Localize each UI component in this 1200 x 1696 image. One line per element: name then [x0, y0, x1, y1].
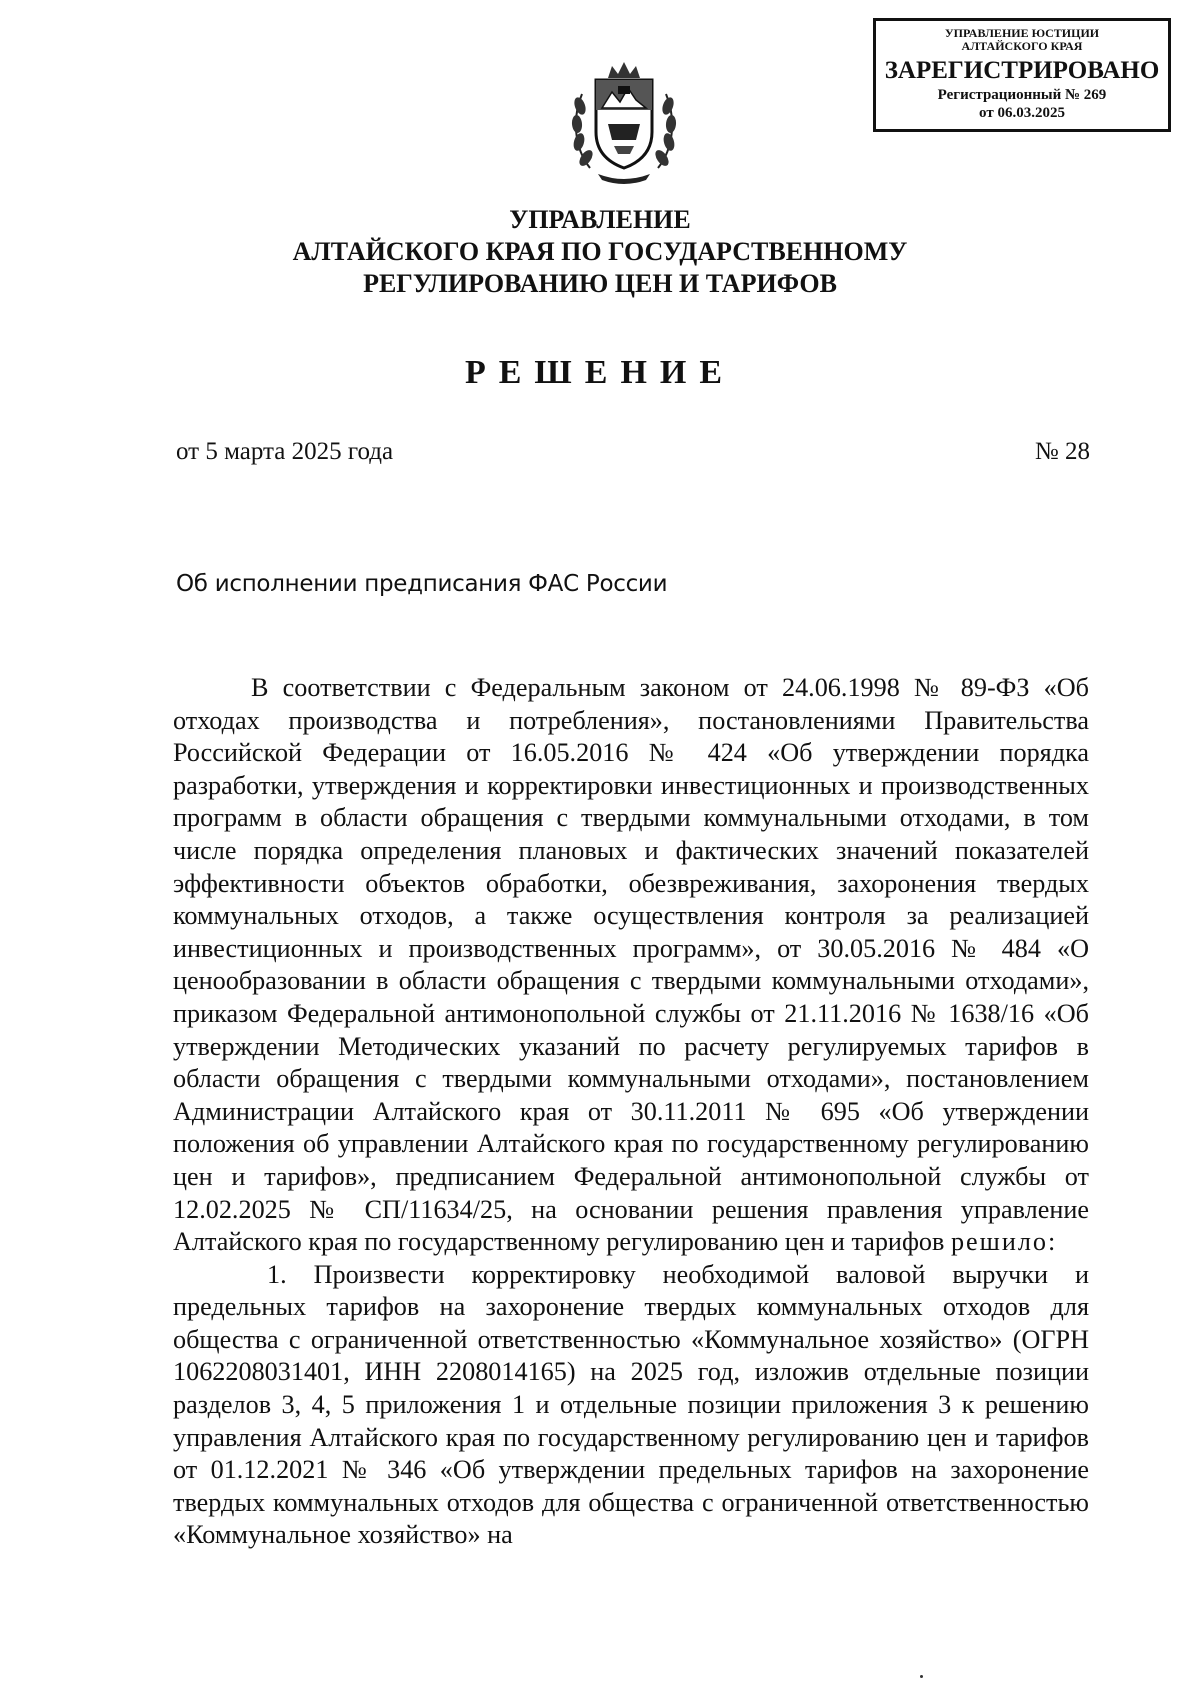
- preamble-text: В соответствии с Федеральным законом от 24.06.1998 № 89-ФЗ «Об отходах производства и потребления», постановлениями Правительства Российской Федерации от 16.05.2016 № 424 «Об утверждении порядка разработки, утверждения и корректировки инвестиционных и производственных программ в области обращения с твердыми коммунальными отходами, в том числе порядка определения плановых и фактических значений показателей эффективности объектов обработки, обезвреживания, захоронения твердых коммунальных отходов, а также осуществления контроля за реализацией инвестиционных и производственных программ», от 30.05.2016 № 484 «О ценообразовании в области обращения с твердыми коммунальными отходами», приказом Федеральной антимонопольной службы от 21.11.2016 № 1638/16 «Об утверждении Методических указаний по расчету регулируемых тарифов в области обращения с твердыми коммунальными отходами», постановлением Администрации Алтайского края от 30.11.2011 № 695 «Об утверждении положения об управлении Алтайского края по государственному регулированию цен и тарифов», предписанием Федеральной антимонопольной службы от 12.02.2025 № СП/11634/25, на основании решения правления управление Алтайского края по государственному регулированию цен и тарифов: [173, 673, 1089, 1257]
- document-number: № 28: [1034, 438, 1090, 465]
- issuing-authority: [240, 204, 960, 300]
- document-date: от 5 марта 2025 года: [176, 438, 394, 465]
- preamble-paragraph: [173, 672, 1089, 1259]
- document-body: [173, 672, 1089, 1552]
- stamp-reg-date: от 06.03.2025: [979, 105, 1065, 121]
- stamp-authority-line2: АЛТАЙСКОГО КРАЯ: [961, 39, 1083, 53]
- authority-line3: РЕГУЛИРОВАНИЮ ЦЕН И ТАРИФОВ: [363, 269, 837, 298]
- stamp-reg-number: Регистрационный № 269: [937, 87, 1107, 103]
- authority-line2: АЛТАЙСКОГО КРАЯ ПО ГОСУДАРСТВЕННОМУ: [292, 237, 908, 266]
- decided-word: решило:: [950, 1227, 1058, 1257]
- document-subject: Об исполнении предписания ФАС России: [176, 571, 668, 597]
- stamp-status: ЗАРЕГИСТРИРОВАНО: [884, 57, 1160, 84]
- document-type-title: РЕШЕНИЕ: [464, 354, 736, 391]
- stamp-authority-line1: УПРАВЛЕНИЕ ЮСТИЦИИ: [944, 26, 1100, 40]
- registration-stamp: [873, 18, 1171, 132]
- authority-line1: УПРАВЛЕНИЕ: [509, 205, 691, 234]
- coat-of-arms-emblem: [568, 58, 680, 188]
- decision-item-1: 1. Произвести корректировку необходимой валовой выручки и предельных тарифов на захоронение твердых коммунальных отходов для общества с ограниченной ответственностью «Коммунальное хозяйство» (ОГРН 1062208031401, ИНН 2208014165) на 2025 год, изложив отдельные позиции разделов 3, 4, 5 приложения 1 и отдельные позиции приложения 3 к решению управления Алтайского края по государственному регулированию цен и тарифов от 01.12.2021 № 346 «Об утверждении предельных тарифов на захоронение твердых коммунальных отходов для общества с ограниченной ответственностью «Коммунальное хозяйство» на: [173, 1259, 1089, 1550]
- scan-speck: [920, 1675, 923, 1678]
